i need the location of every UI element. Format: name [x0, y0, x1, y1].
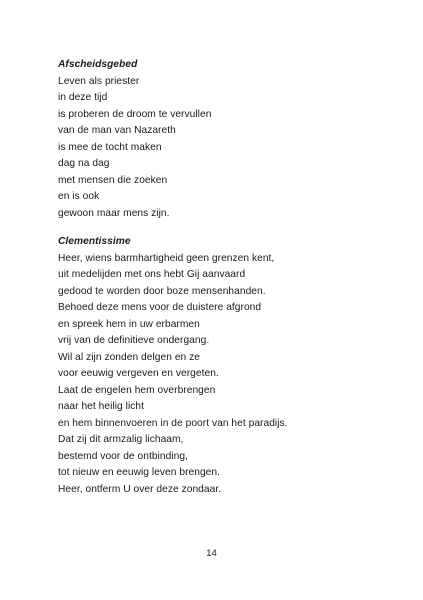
- poem-line: Dat zij dit armzalig lichaam,: [58, 434, 184, 445]
- poem-afscheidsgebed: [58, 57, 398, 222]
- poem-line: dag na dag: [58, 158, 110, 169]
- poem-line: vrij van de definitieve ondergang.: [58, 335, 210, 346]
- poem-line: Leven als priester: [58, 75, 140, 87]
- poem-line: is mee de tocht maken: [58, 141, 162, 153]
- poem-title: Clementissime: [58, 236, 131, 247]
- poem-line: Behoed deze mens voor de duistere afgrond: [58, 302, 262, 313]
- poem-line: is proberen de droom te vervullen: [58, 108, 212, 120]
- poem-line: Wil al zijn zonden delgen en ze: [58, 351, 200, 363]
- poem-line: in deze tijd: [58, 92, 108, 103]
- poem-line: en hem binnenvoeren in de poort van het paradijs.: [58, 417, 288, 429]
- poem-line: gedood te worden door boze mensenhanden.: [58, 285, 266, 297]
- poem-clementissime: [58, 234, 398, 498]
- poem-line: Heer, ontferm U over deze zondaar.: [58, 483, 222, 495]
- poem-line: en is ook: [58, 191, 100, 202]
- poem-line: gewoon maar mens zijn.: [58, 207, 170, 219]
- poem-line: tot nieuw en eeuwig leven brengen.: [58, 467, 220, 478]
- poem-line: Laat de engelen hem overbrengen: [58, 384, 216, 396]
- poem-line: Heer, wiens barmhartigheid geen grenzen kent,: [58, 252, 275, 264]
- poem-line: van de man van Nazareth: [58, 125, 176, 136]
- poem-line: en spreek hem in uw erbarmen: [58, 318, 200, 330]
- poem-line: uit medelijden met ons hebt Gij aanvaard: [58, 269, 246, 280]
- poem-line: voor eeuwig vergeven en vergeten.: [58, 368, 219, 379]
- page-number: 14: [206, 548, 217, 559]
- poem-title: Afscheidsgebed: [58, 59, 138, 70]
- poem-line: naar het heilig licht: [58, 401, 144, 412]
- poem-line: met mensen die zoeken: [58, 174, 168, 186]
- poem-line: bestemd voor de ontbinding,: [58, 450, 188, 462]
